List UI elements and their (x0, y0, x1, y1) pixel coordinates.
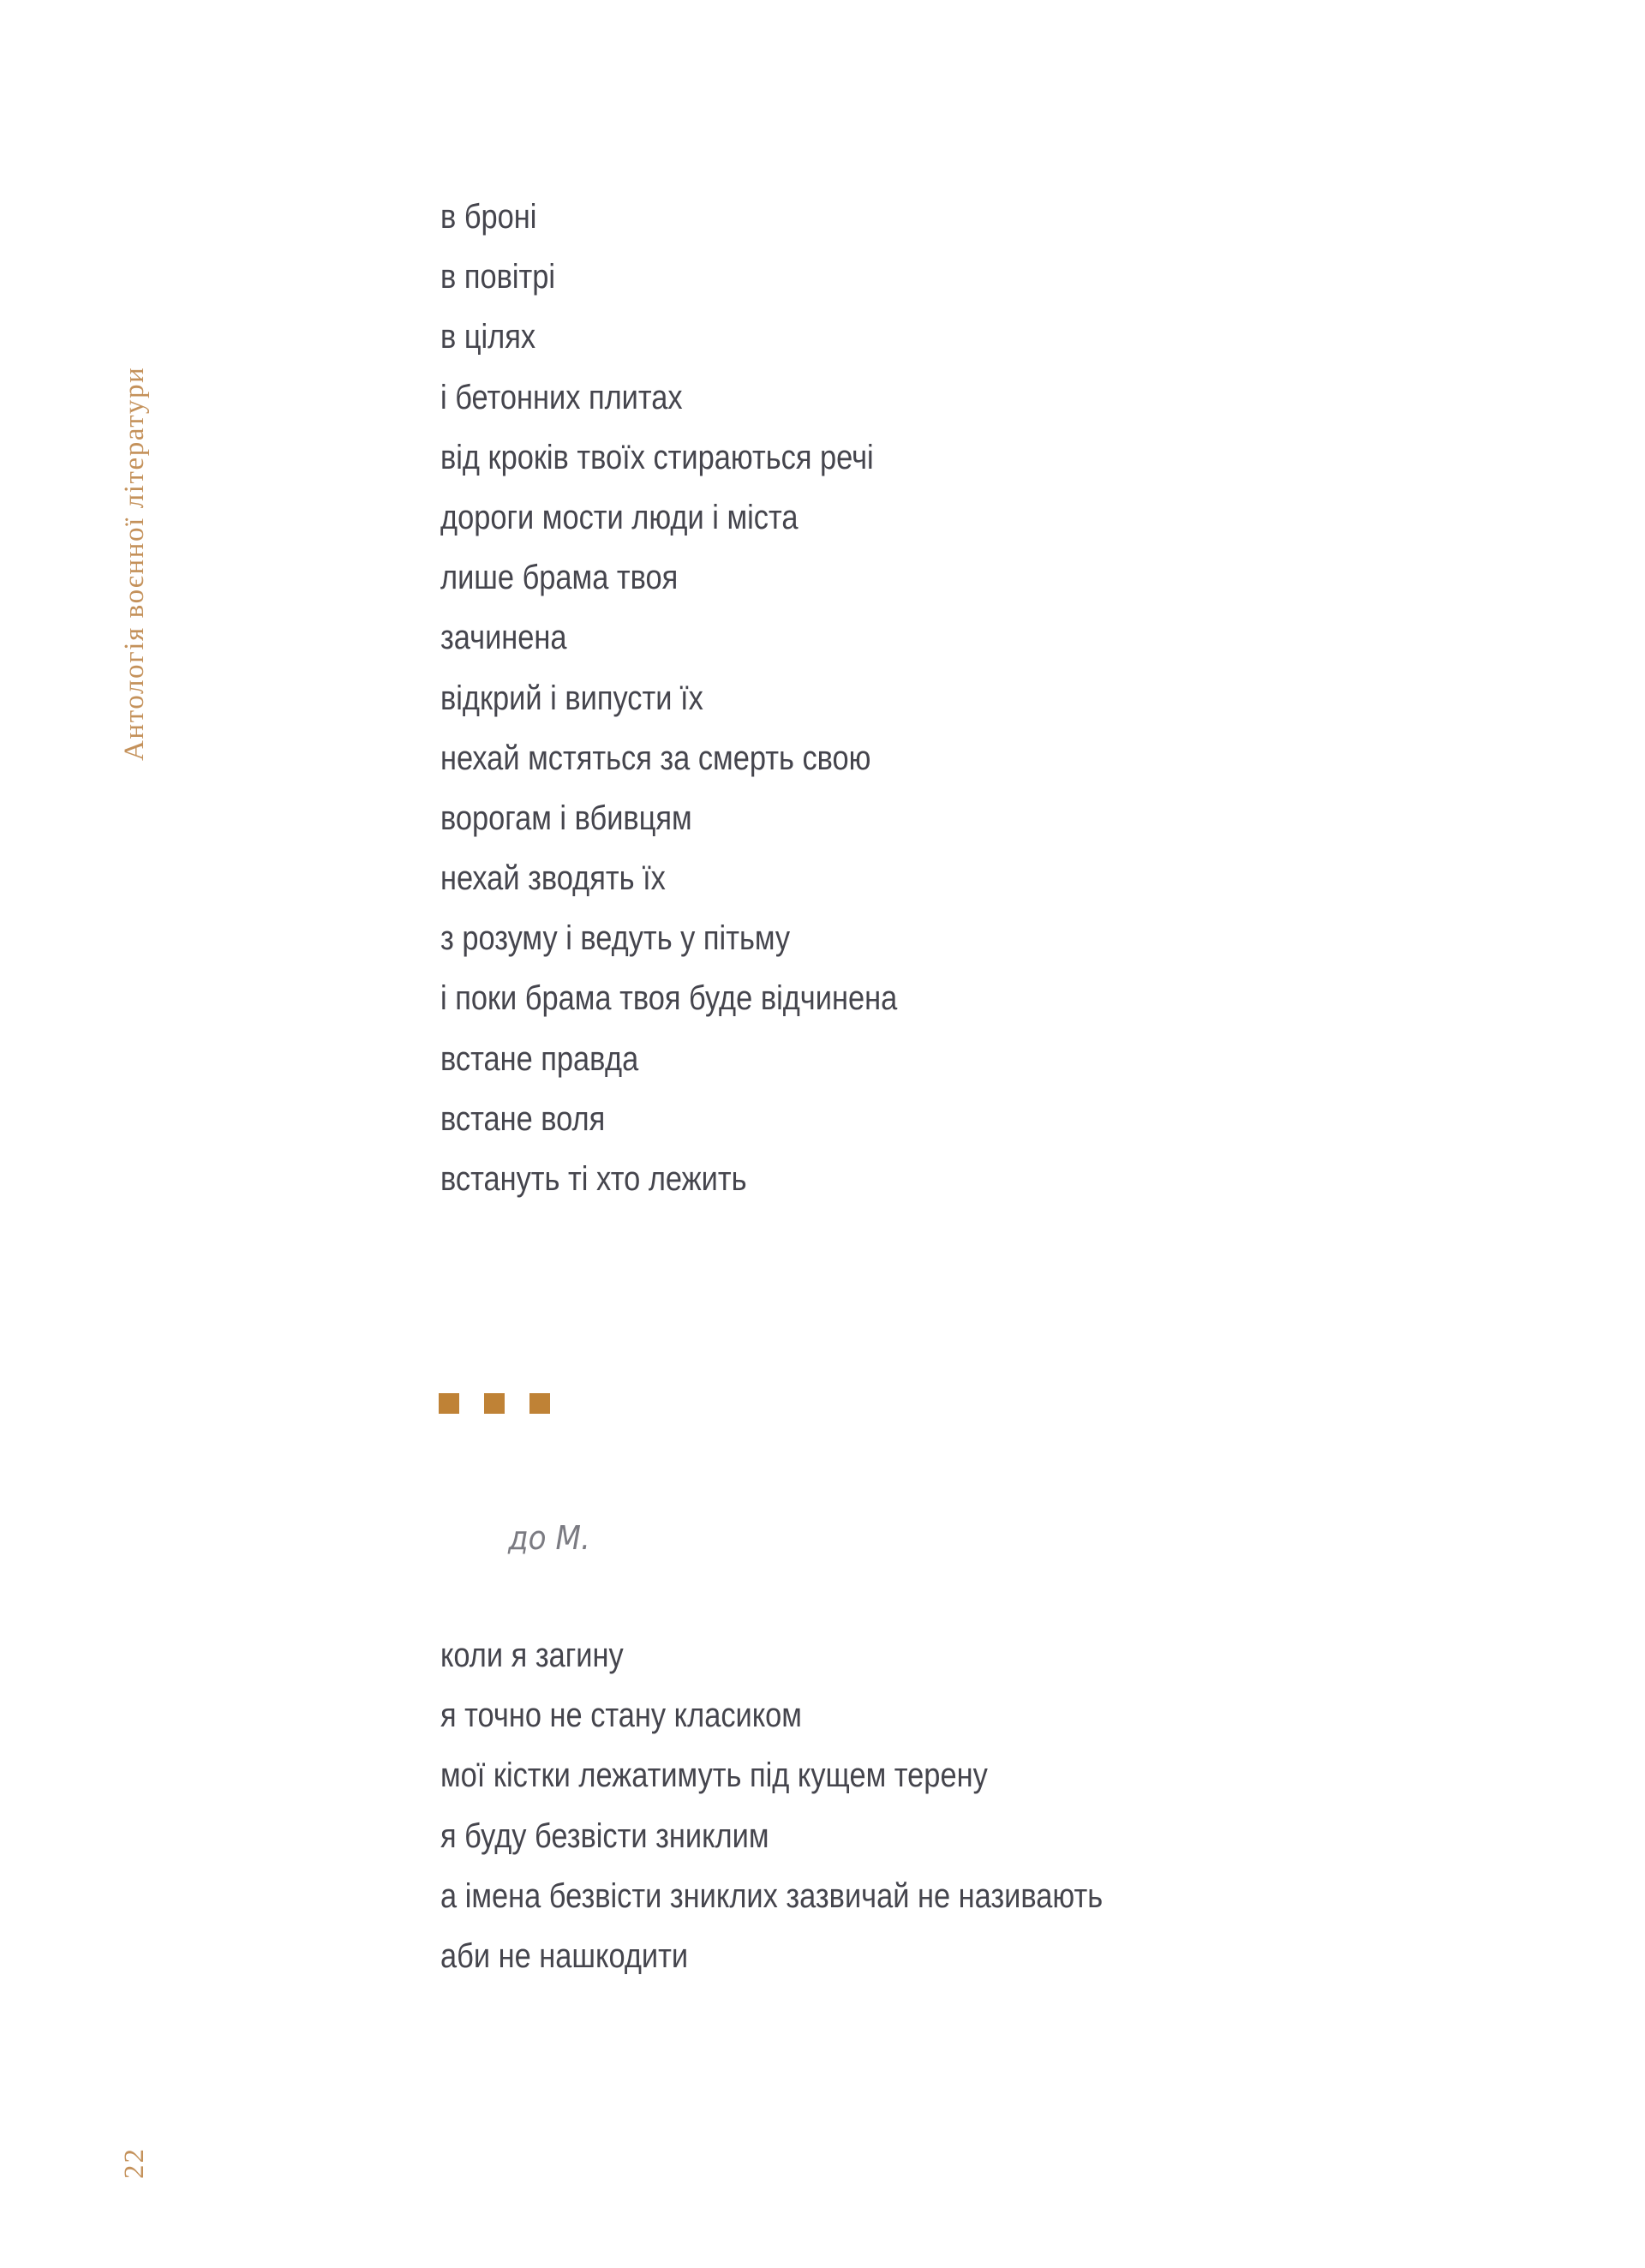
poem-line: нехай зводять їх (440, 859, 666, 898)
poem-line: і бетонних плитах (440, 378, 683, 416)
poem-2 (440, 1625, 1211, 1986)
page-number: 22 (119, 2147, 150, 2179)
poem-line: в броні (440, 198, 537, 236)
poem-line: в повітрі (440, 258, 556, 296)
poem-line: дороги мости люди і міста (440, 498, 799, 536)
square-ornament-icon (529, 1393, 550, 1414)
poem-line: від кроків твоїх стираються речі (440, 438, 874, 476)
poem-1 (440, 187, 972, 1209)
poem-line: встане воля (440, 1099, 606, 1138)
poem-line: відкрий і випусти їх (440, 679, 703, 717)
running-head: Антологія воєнної літератури (119, 366, 150, 761)
poem-line: нехай мстяться за смерть свою (440, 739, 871, 777)
poem-line: коли я загину (440, 1637, 624, 1674)
poem-line: я точно не стану класиком (440, 1697, 802, 1735)
section-separator-icon (439, 1393, 550, 1414)
poem-line: аби не нашкодити (440, 1936, 689, 1975)
poem-line: встане правда (440, 1039, 639, 1078)
poem-line: зачинена (440, 619, 567, 657)
poem-line: з розуму і ведуть у пітьму (440, 919, 791, 958)
poem-line: ворогам і вбивцям (440, 799, 692, 837)
poem-line: я буду безвісти зниклим (440, 1816, 769, 1855)
poem-line: встануть ті хто лежить (440, 1160, 747, 1198)
square-ornament-icon (439, 1393, 459, 1414)
poem-line: в цілях (440, 318, 536, 356)
square-ornament-icon (484, 1393, 505, 1414)
poem-line: лише брама твоя (440, 559, 679, 597)
poem-line: а імена безвісти зниклих зазвичай не називають (440, 1876, 1104, 1915)
dedication: до М. (508, 1519, 590, 1557)
poem-line: і поки брама твоя буде відчинена (440, 979, 898, 1018)
poem-line: мої кістки лежатимуть під кущем терену (440, 1756, 988, 1795)
